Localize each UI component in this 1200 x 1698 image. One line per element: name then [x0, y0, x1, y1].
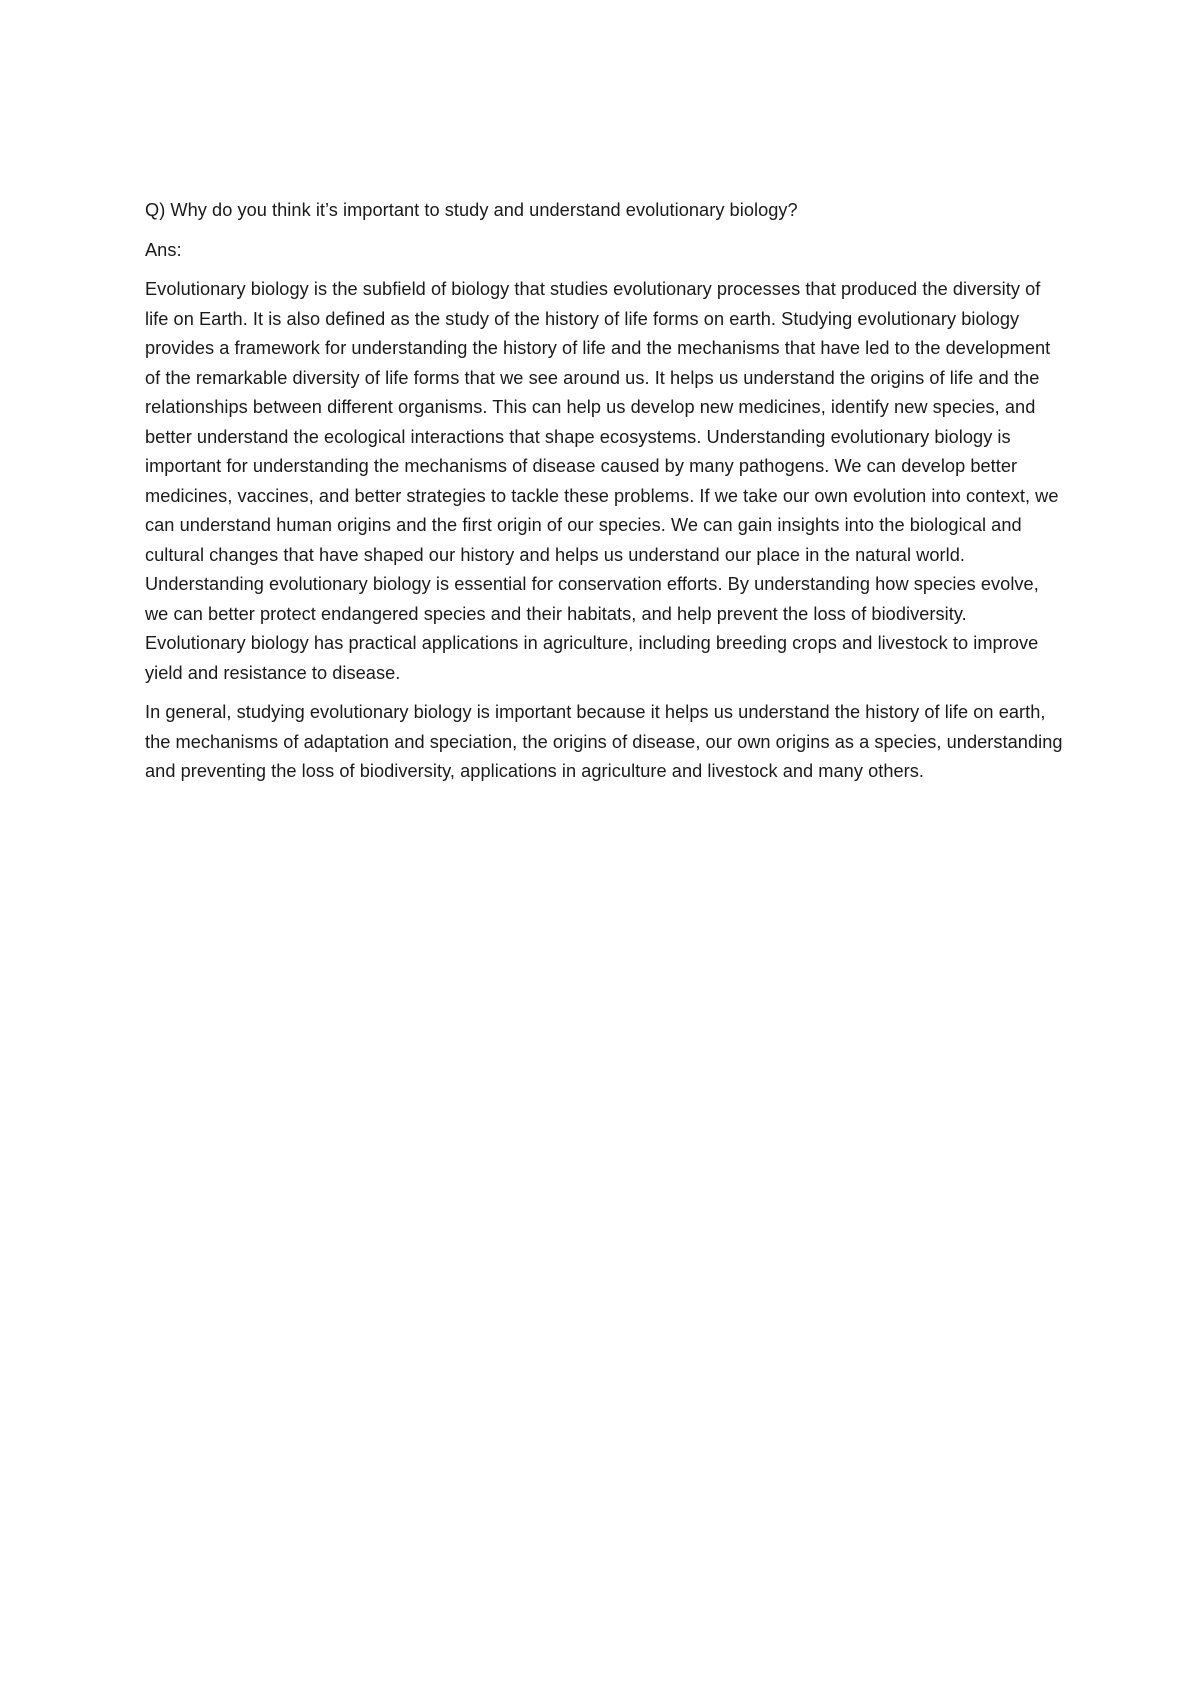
question-text: Q) Why do you think it’s important to study and understand evolutionary biology? [145, 200, 798, 220]
answer-label: Ans: [145, 239, 182, 260]
answer-paragraph-1: Evolutionary biology is the subfield of biology that studies evolutionary processes that produced the diversity of life on Earth. It is also defined as the study of the history of life forms on earth. Studying evolutionary biology provides a framework for understanding the history of life and the mechanisms that have led to the development of the remarkable diversity of life forms that we see around us. It helps us understand the origins of life and the relationships between different organisms. This can help us develop new medicines, identify new species, and better understand the ecological interactions that shape ecosystems. Understanding evolutionary biology is important for understanding the mechanisms of disease caused by many pathogens. We can develop better medicines, vaccines, and better strategies to tackle these problems. If we take our own evolution into context, we can understand human origins and the first origin of our species. We can gain insights into the biological and cultural changes that have shaped our history and helps us understand our place in the natural world. Understanding evolutionary biology is essential for conservation efforts. By understanding how species evolve, we can better protect endangered species and their habitats, and help prevent the loss of biodiversity. Evolutionary biology has practical applications in agriculture, including breeding crops and livestock to improve yield and resistance to disease. [145, 279, 1059, 683]
document-body [145, 196, 1065, 797]
answer-paragraph-2: In general, studying evolutionary biology is important because it helps us understand the history of life on earth, the mechanisms of adaptation and speciation, the origins of disease, our own origins as a species, understanding and preventing the loss of biodiversity, applications in agriculture and livestock and many others. [145, 702, 1063, 781]
